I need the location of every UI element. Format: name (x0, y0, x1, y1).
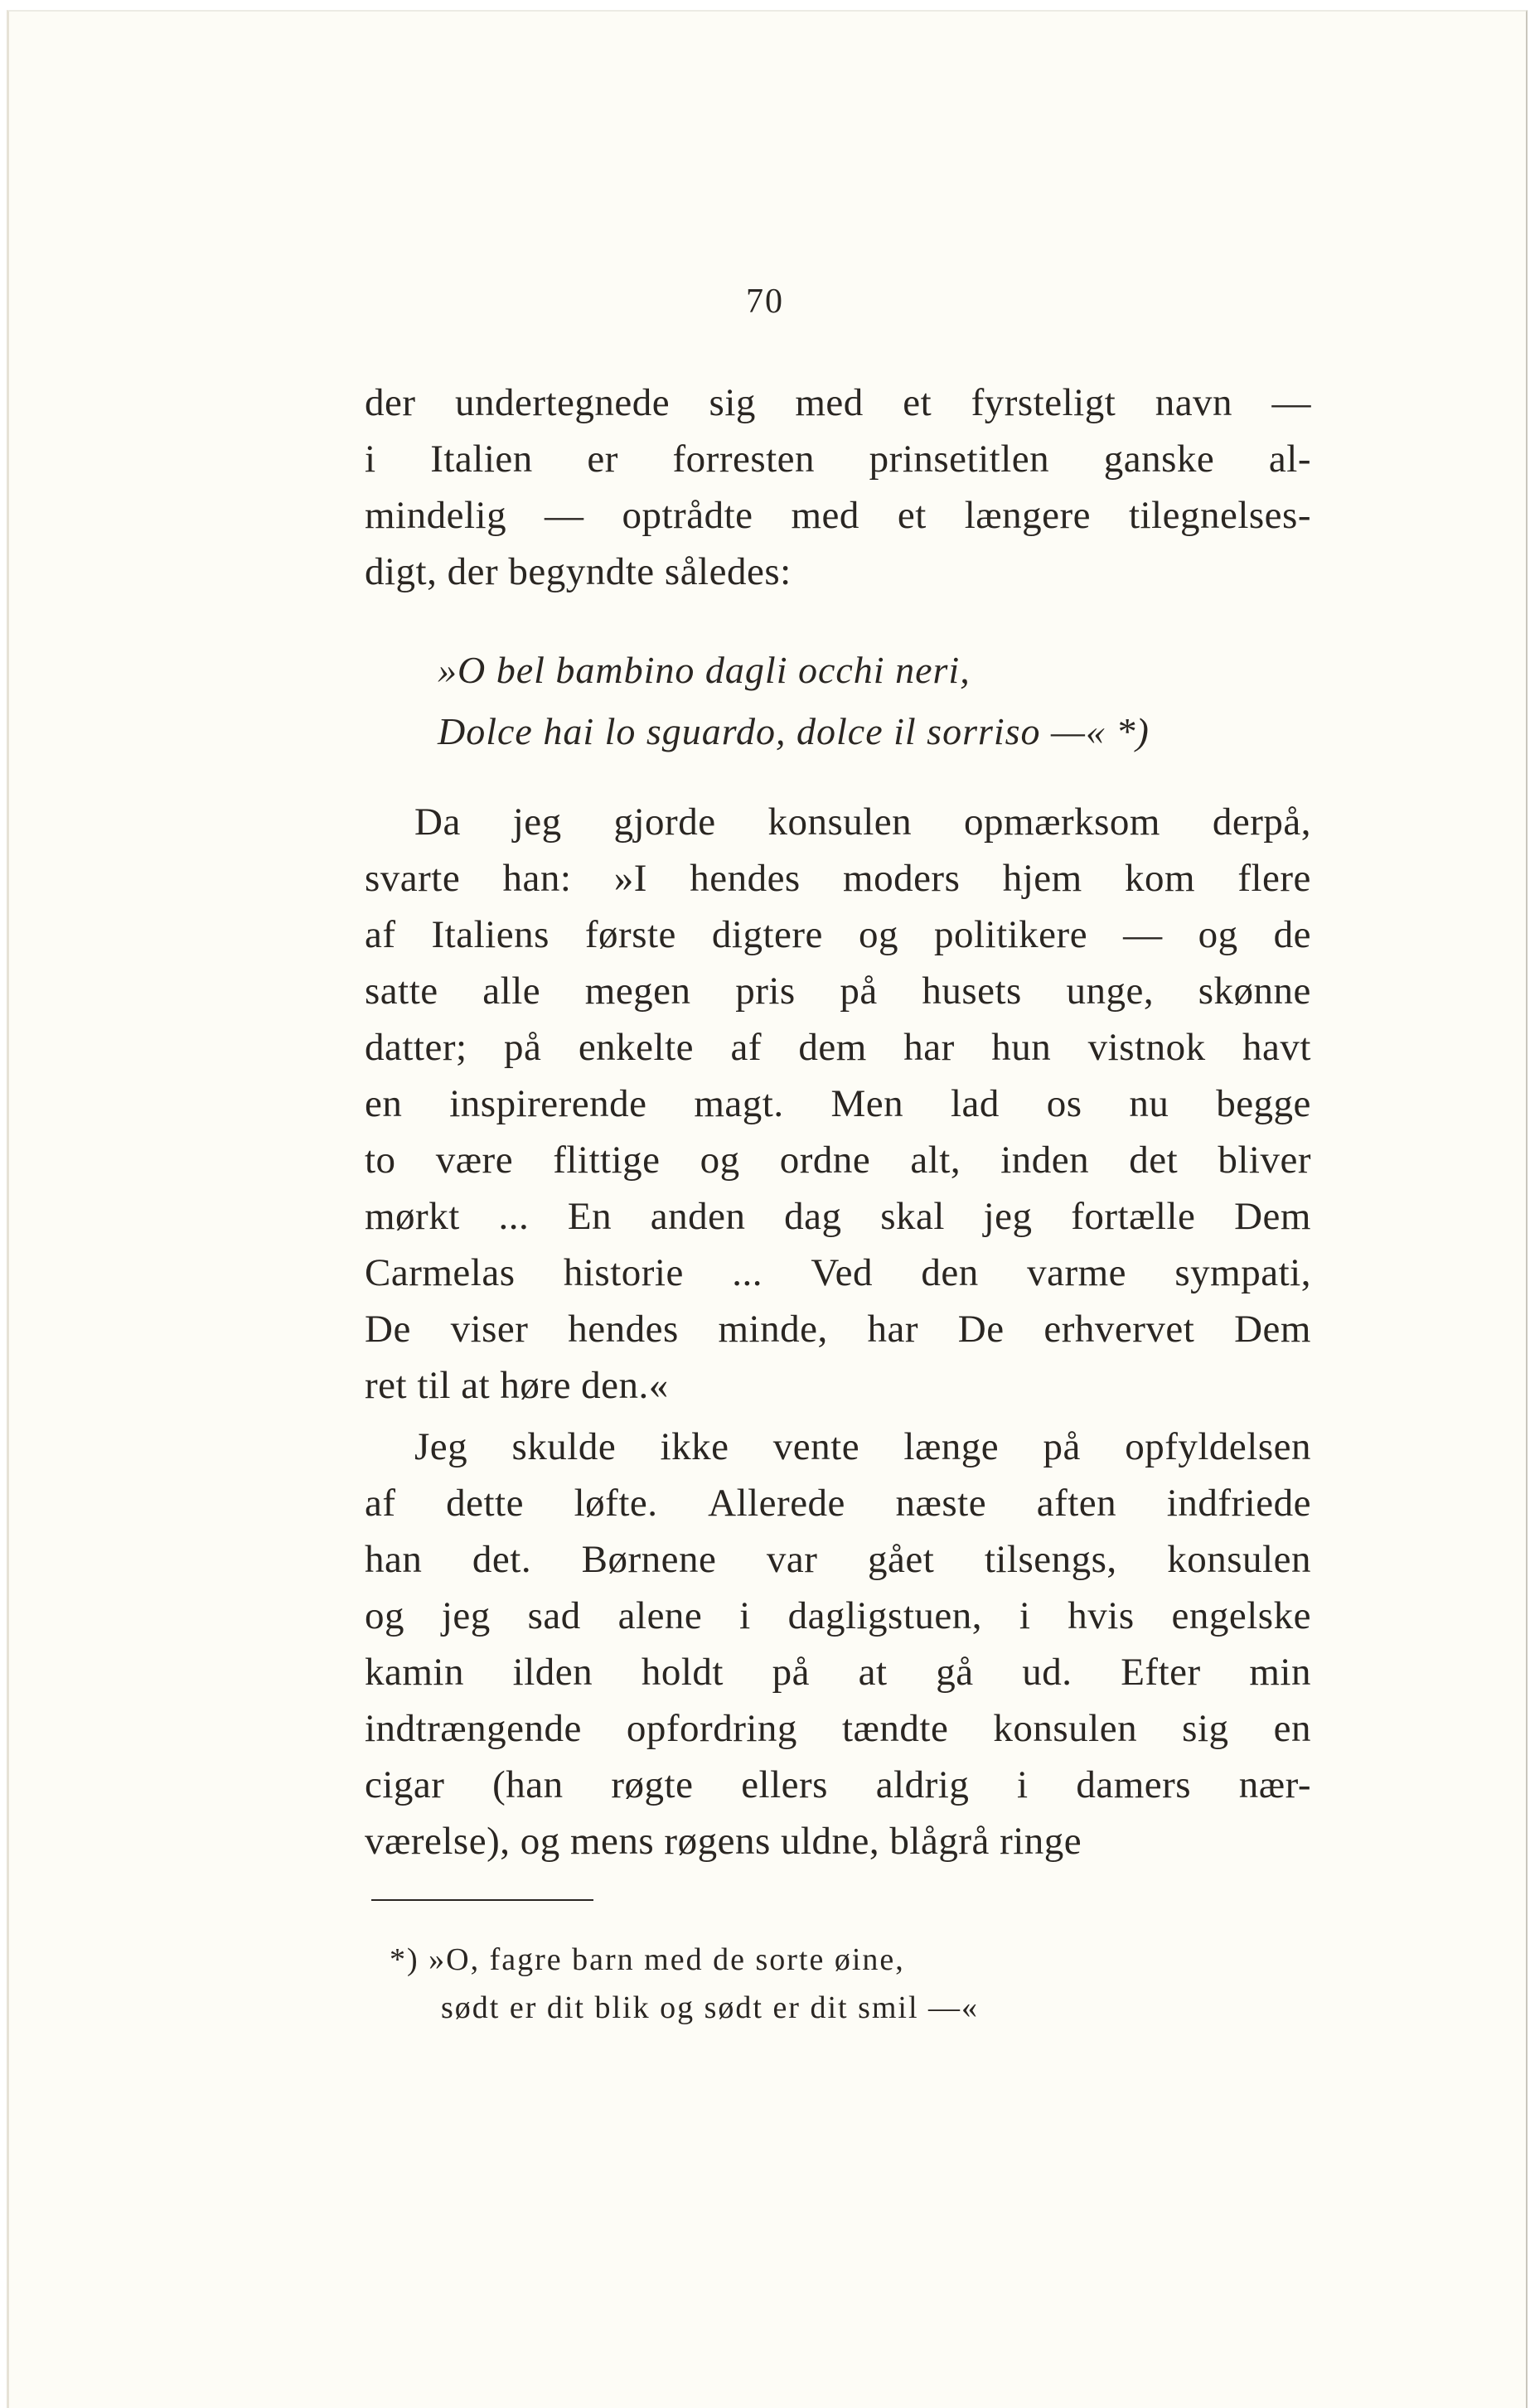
paragraph2-line: datter; på enkelte af dem har hun vistnok havt (365, 1026, 1311, 1069)
paragraph3-line: kamin ilden holdt på at gå ud. Efter min (365, 1651, 1311, 1694)
paragraph2-line: en inspirerende magt. Men lad os nu begge (365, 1082, 1311, 1125)
verse-line: Dolce hai lo sguardo, dolce il sorriso —« *) (438, 710, 1150, 752)
paragraph2-line: af Italiens første digtere og politikere — og de (365, 913, 1311, 956)
paragraph2-line: De viser hendes minde, har De erhvervet Dem (365, 1308, 1311, 1351)
paragraph1-line: i Italien er forresten prinsetitlen ganske al- (365, 438, 1311, 481)
paragraph3-line: og jeg sad alene i dagligstuen, i hvis engelske (365, 1594, 1311, 1637)
paragraph-3 (365, 1419, 1311, 1869)
paragraph2-line: satte alle megen pris på husets unge, skønne (365, 969, 1311, 1013)
paragraph3-line: han det. Børnene var gået tilsengs, konsulen (365, 1538, 1311, 1581)
italian-verse (438, 640, 1316, 762)
paragraph3-line: indtrængende opfordring tændte konsulen sig en (365, 1707, 1311, 1750)
paragraph1-line: der undertegnede sig med et fyrsteligt navn — (365, 381, 1311, 424)
footnote-line: sødt er dit blik og sødt er dit smil —« (441, 1990, 980, 2025)
paragraph2-line: mørkt ... En anden dag skal jeg fortælle Dem (365, 1195, 1311, 1238)
paragraph2-line: Da jeg gjorde konsulen opmærksom derpå, (414, 800, 1311, 844)
paragraph3-line: af dette løfte. Allerede næste aften indfriede (365, 1482, 1311, 1525)
paragraph-1 (365, 375, 1311, 600)
footnote (390, 1936, 979, 2032)
page-number: 70 (746, 283, 784, 321)
paragraph3-line: cigar (han røgte ellers aldrig i damers nær- (365, 1763, 1311, 1806)
paragraph2-line: to være flittige og ordne alt, inden det bliver (365, 1139, 1311, 1182)
footnote-rule (371, 1899, 593, 1901)
paragraph3-line: værelse), og mens røgens uldne, blågrå ringe (365, 1820, 1082, 1863)
paragraph3-line: Jeg skulde ikke vente længe på opfyldelsen (414, 1425, 1311, 1468)
paragraph1-line: digt, der begyndte således: (365, 550, 792, 593)
paragraph2-line: svarte han: »I hendes moders hjem kom flere (365, 857, 1311, 900)
paragraph2-line: ret til at høre den.« (365, 1364, 669, 1407)
paragraph1-line: mindelig — optrådte med et længere tilegnelses- (365, 494, 1311, 537)
footnote-line: *) »O, fagre barn med de sorte øine, (390, 1942, 905, 1977)
verse-line: »O bel bambino dagli occhi neri, (438, 649, 971, 691)
paragraph2-line: Carmelas historie ... Ved den varme sympati, (365, 1251, 1311, 1294)
paragraph-2 (365, 794, 1311, 1414)
